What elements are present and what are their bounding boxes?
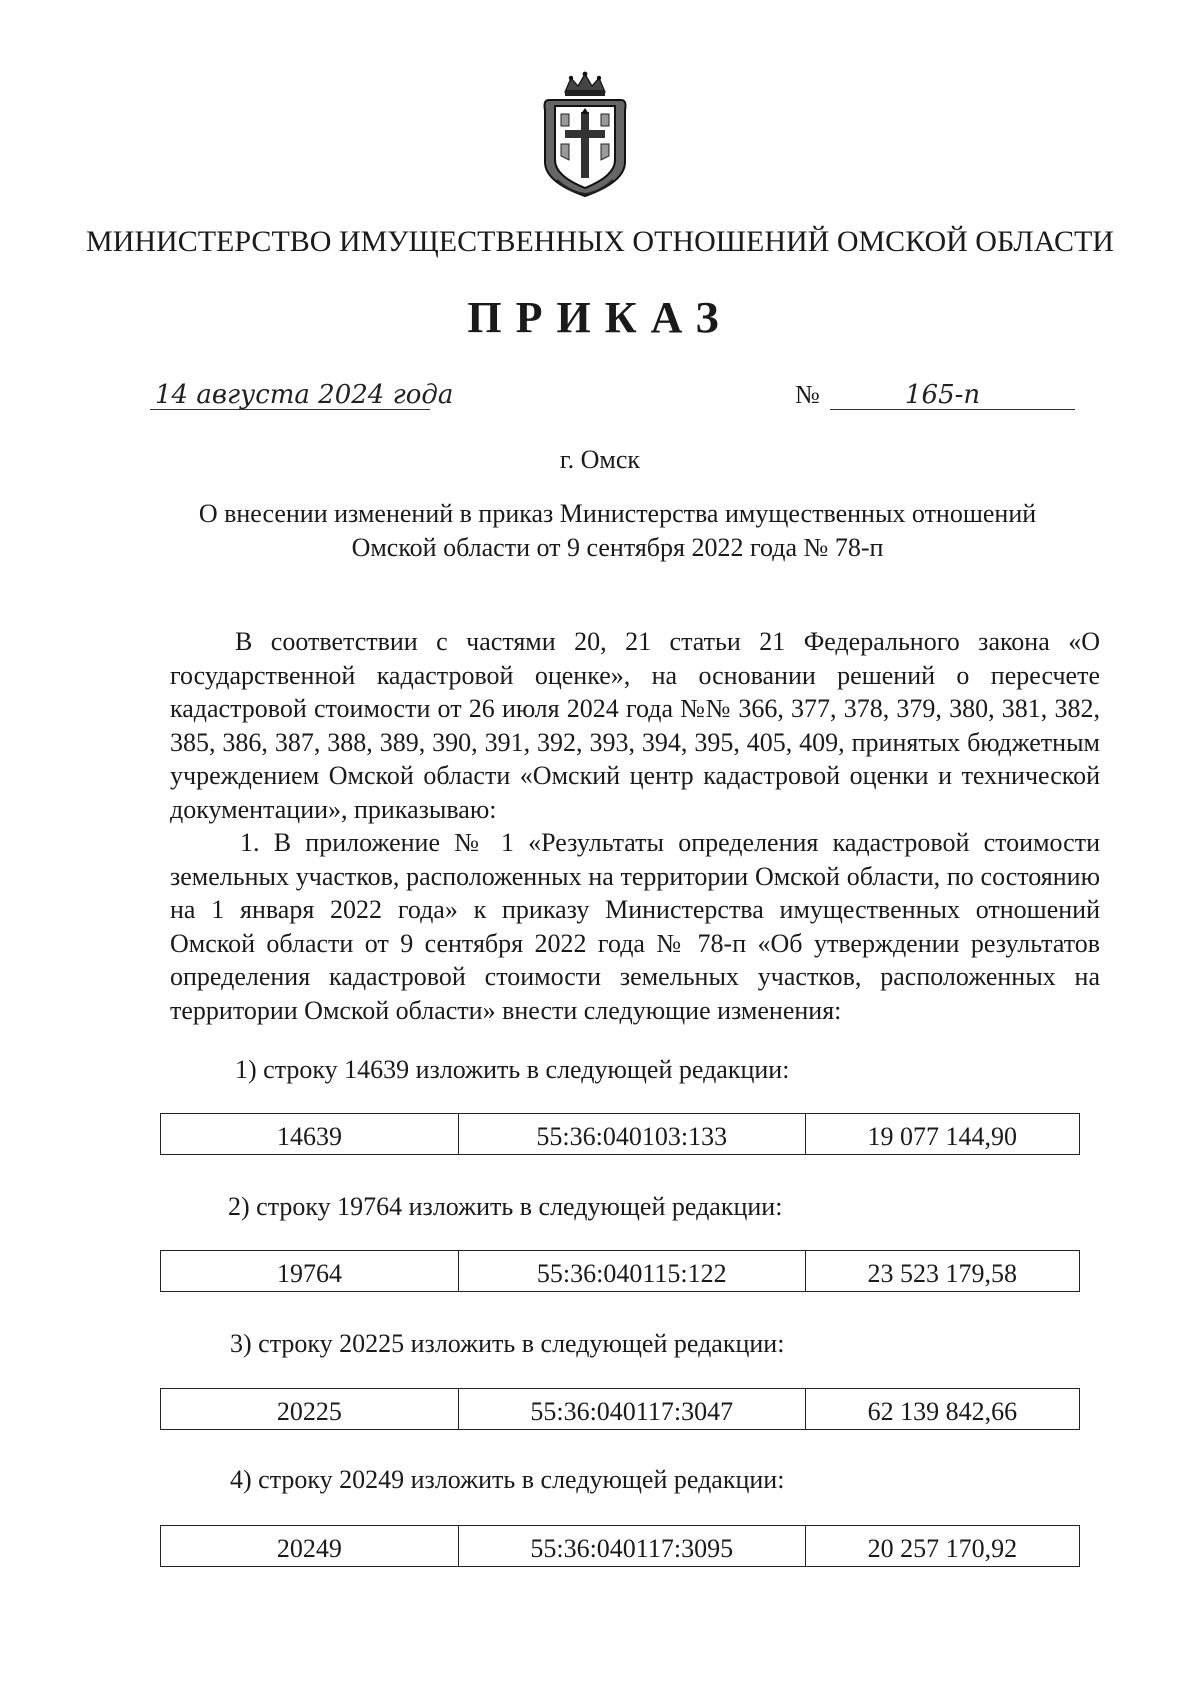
item-1-table [160,1113,1080,1155]
item-2-table [160,1250,1080,1292]
cadastral-number-cell: 55:36:040115:122 [458,1251,805,1292]
item-1-label: 1) строку 14639 изложить в следующей редакции: [235,1055,790,1084]
table-row [161,1114,1080,1155]
cadastral-value-cell: 62 139 842,66 [805,1389,1079,1430]
row-number-cell: 20225 [161,1389,459,1430]
ministry-name: МИНИСТЕРСТВО ИМУЩЕСТВЕННЫХ ОТНОШЕНИЙ ОМСКОЙ ОБЛАСТИ [86,225,1114,258]
city: г. Омск [559,445,641,474]
number-sign: № [795,380,820,409]
point-1-paragraph: 1. В приложение № 1 «Результаты определения кадастровой стоимости земельных участков, расположенных на территории Омской области, по состоянию на 1 января 2022 года» к приказу Министерства имущественных отношений Омской области от 9 сентября 2022 года № 78-п «Об утверждении результатов определения кадастровой стоимости земельных участков, расположенных на территории Омской области» внести следующие изменения: [170,828,1100,1025]
body-text [170,625,1100,1027]
subject-line-2: Омской области от 9 сентября 2022 года № 78-п [351,533,884,562]
row-number-cell: 14639 [161,1114,459,1155]
item-4-label: 4) строку 20249 изложить в следующей редакции: [230,1465,785,1494]
cadastral-number-cell: 55:36:040117:3095 [458,1526,805,1567]
table-row [161,1389,1080,1430]
cadastral-number-cell: 55:36:040117:3047 [458,1389,805,1430]
item-4-table [160,1525,1080,1567]
cadastral-value-cell: 20 257 170,92 [805,1526,1079,1567]
item-2-label: 2) строку 19764 изложить в следующей редакции: [228,1192,783,1221]
document-number: 165-п [905,380,981,410]
cadastral-number-cell: 55:36:040103:133 [458,1114,805,1155]
document-date: 14 августа 2024 года [155,380,454,410]
table-row [161,1251,1080,1292]
document-subject [150,497,1085,565]
subject-line-1: О внесении изменений в приказ Министерства имущественных отношений [198,499,1037,528]
row-number-cell: 20249 [161,1526,459,1567]
cadastral-value-cell: 23 523 179,58 [805,1251,1079,1292]
preamble-paragraph: В соответствии с частями 20, 21 статьи 21 Федерального закона «О государственной кадастровой оценке», на основании решений о пересчете кадастровой стоимости от 26 июля 2024 года №№ 366, 377, 378, 379, 380, 381, 382, 385, 386, 387, 388, 389, 390, 391, 392, 393, 394, 395, 405, 409, принятых бюджетным учреждением Омской области «Омский центр кадастровой оценки и технической документации», приказываю: [170,627,1100,824]
table-row [161,1526,1080,1567]
row-number-cell: 19764 [161,1251,459,1292]
cadastral-value-cell: 19 077 144,90 [805,1114,1079,1155]
coat-of-arms-icon [535,70,635,200]
item-3-table [160,1388,1080,1430]
document-title: ПРИКАЗ [467,293,733,342]
item-3-label: 3) строку 20225 изложить в следующей редакции: [230,1329,785,1358]
